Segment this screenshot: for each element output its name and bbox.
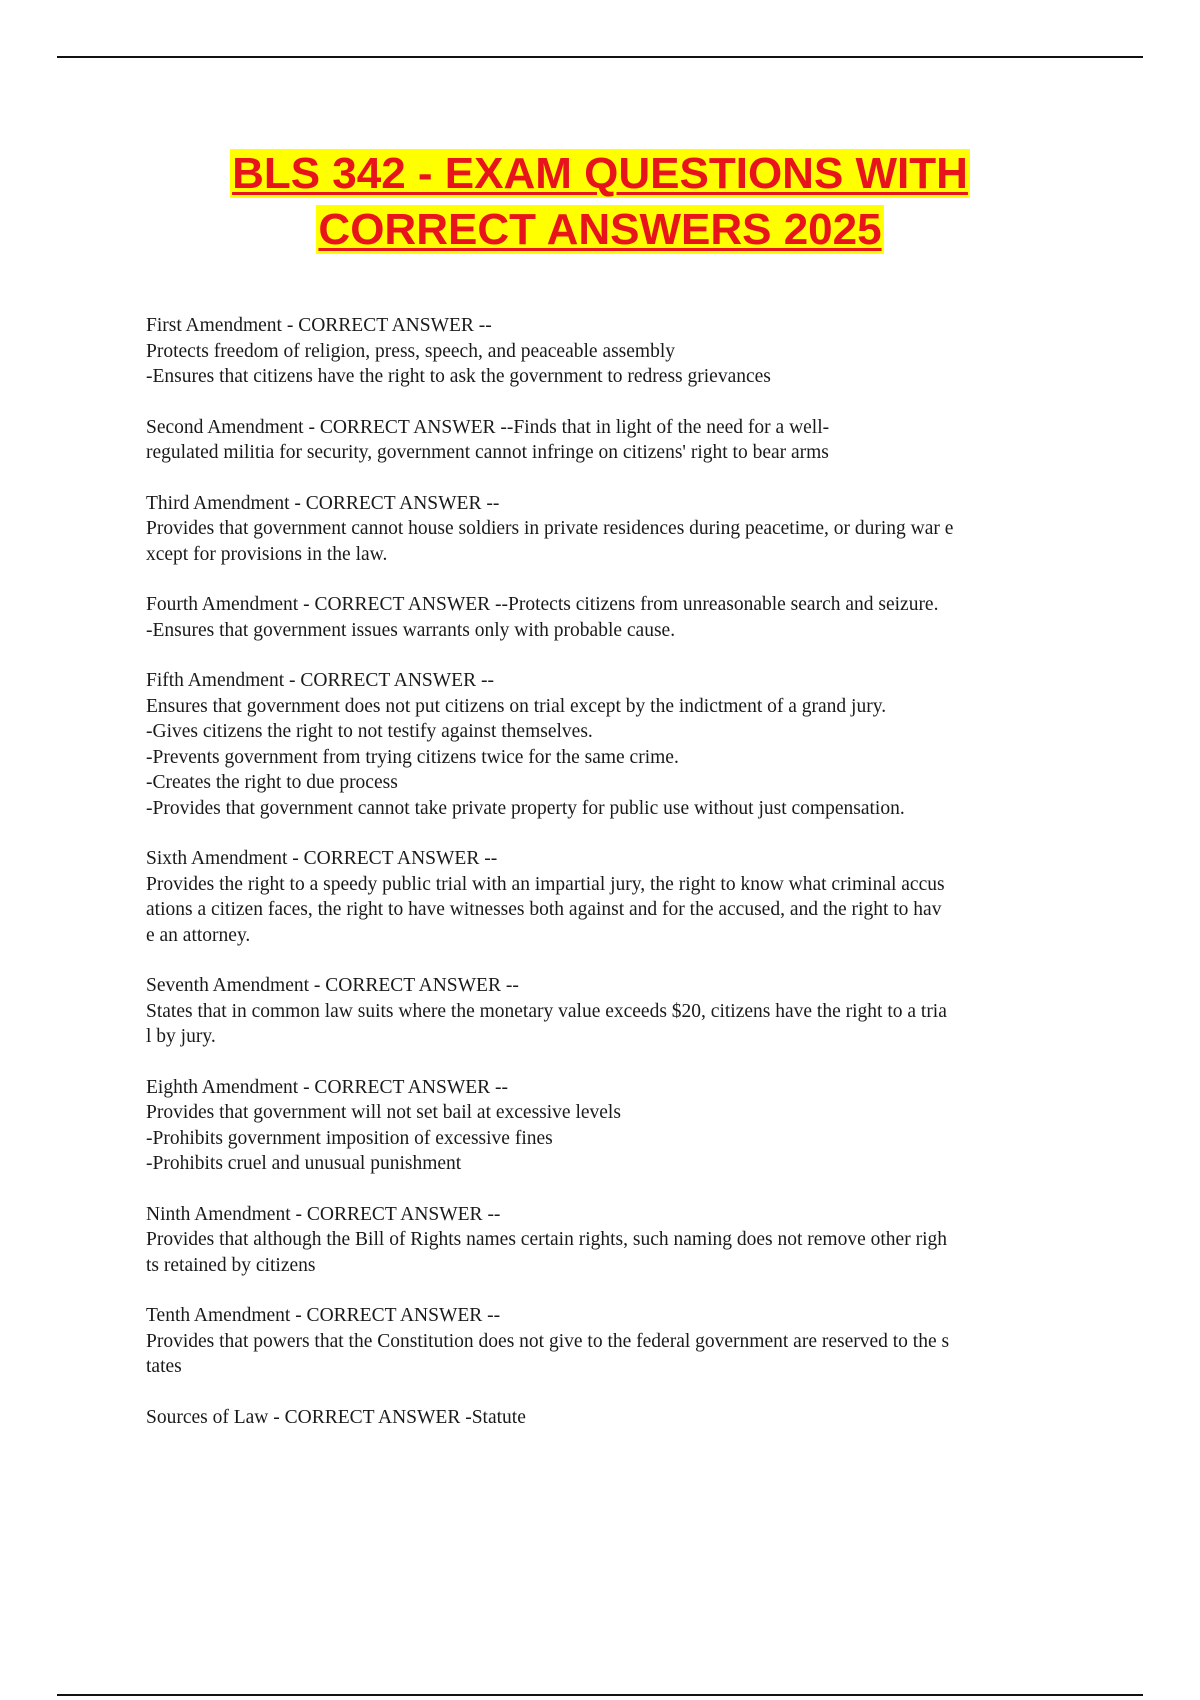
qa-question-line: Fifth Amendment - CORRECT ANSWER --	[146, 670, 494, 691]
qa-item	[146, 668, 1091, 821]
qa-item	[146, 491, 1091, 568]
qa-item	[146, 1202, 1091, 1279]
qa-answer-line: ts retained by citizens	[146, 1254, 316, 1276]
title-line-1: BLS 342 - EXAM QUESTIONS WITH	[232, 149, 968, 198]
qa-text	[146, 313, 1091, 390]
qa-question-line: Third Amendment - CORRECT ANSWER --	[146, 492, 500, 514]
qa-text	[146, 491, 1091, 568]
qa-item	[146, 973, 1091, 1050]
qa-question-line: Fourth Amendment - CORRECT ANSWER --Protects citizens from unreasonable search and seizure.	[146, 594, 939, 615]
qa-item	[146, 1075, 1091, 1177]
qa-answer-line: tates	[146, 1356, 182, 1377]
qa-question-line: Ninth Amendment - CORRECT ANSWER --	[146, 1203, 501, 1225]
qa-item	[146, 846, 1091, 948]
qa-item	[146, 415, 1091, 466]
qa-text	[146, 668, 1091, 821]
qa-text	[146, 1202, 1091, 1279]
qa-text	[146, 1303, 1091, 1380]
qa-text	[146, 415, 1091, 466]
qa-answer-line: Protects freedom of religion, press, speech, and peaceable assembly	[146, 340, 676, 362]
qa-answer-line: -Prevents government from trying citizens twice for the same crime.	[146, 746, 679, 768]
qa-item	[146, 1303, 1091, 1380]
qa-answer-line: Provides that although the Bill of Rights names certain rights, such naming does not remove other righ	[146, 1229, 947, 1250]
qa-text	[146, 592, 1091, 643]
qa-answer-line: Provides that government will not set bail at excessive levels	[146, 1102, 621, 1123]
qa-answer-line: l by jury.	[146, 1026, 216, 1047]
qa-question-line: Tenth Amendment - CORRECT ANSWER --	[146, 1305, 501, 1326]
bottom-rule	[57, 1694, 1143, 1696]
qa-answer-line: -Gives citizens the right to not testify against themselves.	[146, 721, 593, 742]
qa-question-line: Sources of Law - CORRECT ANSWER -Statute	[146, 1406, 526, 1428]
qa-question-line: First Amendment - CORRECT ANSWER --	[146, 315, 492, 336]
qa-answer-line: ations a citizen faces, the right to have witnesses both against and for the accused, and the right to hav	[146, 899, 942, 920]
qa-answer-line: States that in common law suits where the monetary value exceeds $20, citizens have the right to a tria	[146, 1000, 947, 1022]
qa-answer-line: -Ensures that citizens have the right to ask the government to redress grievances	[146, 366, 771, 387]
document-title	[0, 146, 1200, 258]
qa-answer-line: -Creates the right to due process	[146, 772, 398, 793]
qa-answer-line: e an attorney.	[146, 924, 251, 946]
qa-answer-line: regulated militia for security, government cannot infringe on citizens' right to bear arms	[146, 442, 829, 463]
qa-question-line: Seventh Amendment - CORRECT ANSWER --	[146, 975, 519, 996]
qa-answer-line: Provides the right to a speedy public trial with an impartial jury, the right to know what criminal accus	[146, 873, 945, 895]
qa-answer-line: Provides that powers that the Constitution does not give to the federal government are reserved to the s	[146, 1330, 950, 1352]
qa-list	[146, 313, 1091, 1455]
qa-answer-line: -Prohibits cruel and unusual punishment	[146, 1153, 462, 1174]
qa-answer-line: -Provides that government cannot take private property for public use without just compensation.	[146, 797, 905, 819]
qa-text	[146, 846, 1091, 948]
qa-question-line: Sixth Amendment - CORRECT ANSWER --	[146, 848, 498, 869]
qa-question-line: Eighth Amendment - CORRECT ANSWER --	[146, 1076, 509, 1098]
title-line-2: CORRECT ANSWERS 2025	[318, 205, 882, 254]
qa-question-line: Second Amendment - CORRECT ANSWER --Finds that in light of the need for a well-	[146, 416, 830, 438]
qa-item	[146, 1405, 1091, 1431]
qa-answer-line: -Ensures that government issues warrants only with probable cause.	[146, 619, 676, 641]
qa-item	[146, 313, 1091, 390]
qa-text	[146, 1075, 1091, 1177]
qa-answer-line: -Prohibits government imposition of excessive fines	[146, 1127, 553, 1149]
qa-answer-line: xcept for provisions in the law.	[146, 543, 388, 565]
top-rule	[57, 56, 1143, 58]
qa-text	[146, 973, 1091, 1050]
qa-text	[146, 1405, 1091, 1431]
qa-answer-line: Ensures that government does not put citizens on trial except by the indictment of a grand jury.	[146, 695, 887, 717]
qa-answer-line: Provides that government cannot house soldiers in private residences during peacetime, or during war e	[146, 518, 954, 539]
qa-item	[146, 592, 1091, 643]
